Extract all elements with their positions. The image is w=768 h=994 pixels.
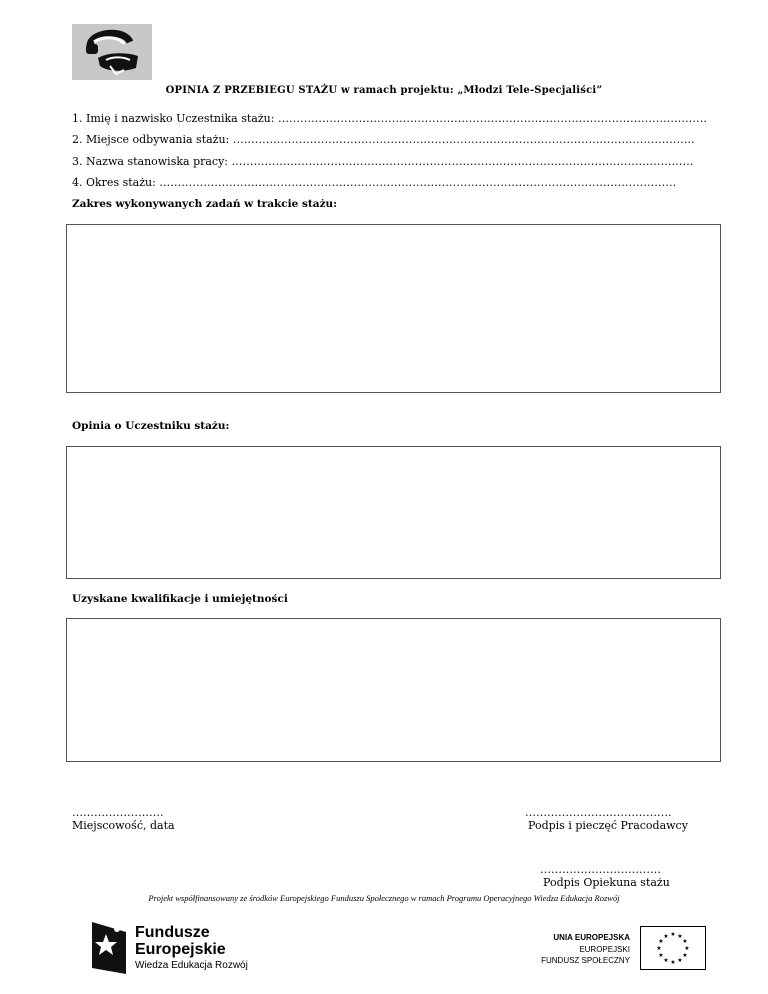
ue-fund-line2: FUNDUSZ SPOŁECZNY (541, 956, 630, 965)
eu-flag (640, 926, 706, 970)
svg-text:★: ★ (684, 945, 690, 952)
star-flag-icon (88, 918, 130, 978)
position-name-field[interactable]: 3. Nazwa stanowiska pracy: ……………………………………………………………………………………………………………… (72, 155, 694, 168)
fe-program: Wiedza Edukacja Rozwój (135, 960, 248, 971)
internship-period-field[interactable]: 4. Okres stażu: …………………………………………………………………………………………………………………………… (72, 176, 677, 189)
ue-name: UNIA EUROPEJSKA (553, 933, 630, 942)
project-logo (72, 24, 152, 80)
tasks-section-label: Zakres wykonywanych zadań w trakcie stażu: (72, 198, 338, 210)
svg-text:★: ★ (677, 957, 683, 964)
svg-text:★: ★ (670, 959, 676, 966)
eu-stars-icon (641, 927, 705, 969)
svg-text:★: ★ (663, 933, 669, 940)
fe-name: Fundusze Europejskie (135, 924, 226, 958)
tasks-textbox[interactable] (66, 224, 721, 393)
supervisor-signature-line: …………………………… (540, 863, 661, 876)
opinion-textbox[interactable] (66, 446, 721, 579)
document-title: OPINIA Z PRZEBIEGU STAŻU w ramach projektu: „Młodzi Tele-Specjaliści” (165, 85, 603, 96)
cofinancing-note: Projekt współfinansowany ze środków Europejskiego Funduszu Społecznego w ramach Programu Operacyjnego Wiedza Edukacja Rozwój (148, 893, 620, 903)
headset-hands-icon (72, 24, 152, 80)
place-date-line: ……………………. (72, 806, 164, 819)
svg-text:★: ★ (682, 938, 688, 945)
ue-fund-line1: EUROPEJSKI (579, 945, 630, 954)
svg-text:★: ★ (682, 952, 688, 959)
supervisor-signature-label: Podpis Opiekuna stażu (543, 876, 670, 889)
svg-text:★: ★ (670, 931, 676, 938)
opinion-section-label: Opinia o Uczestniku stażu: (72, 420, 230, 432)
skills-section-label: Uzyskane kwalifikacje i umiejętności (72, 593, 288, 605)
employer-signature-line: …………………………………. (525, 806, 672, 819)
svg-text:★: ★ (677, 933, 683, 940)
svg-text:★: ★ (658, 952, 664, 959)
internship-place-field[interactable]: 2. Miejsce odbywania stażu: ……………………………………………………………………………………………………………… (72, 133, 695, 146)
participant-name-field[interactable]: 1. Imię i nazwisko Uczestnika stażu: ……………………………………………………………………………………………………… (72, 112, 707, 125)
employer-signature-label: Podpis i pieczęć Pracodawcy (528, 819, 688, 832)
svg-text:★: ★ (656, 945, 662, 952)
svg-text:★: ★ (663, 957, 669, 964)
skills-textbox[interactable] (66, 618, 721, 762)
place-date-label: Miejscowość, data (72, 819, 175, 832)
svg-text:★: ★ (658, 938, 664, 945)
